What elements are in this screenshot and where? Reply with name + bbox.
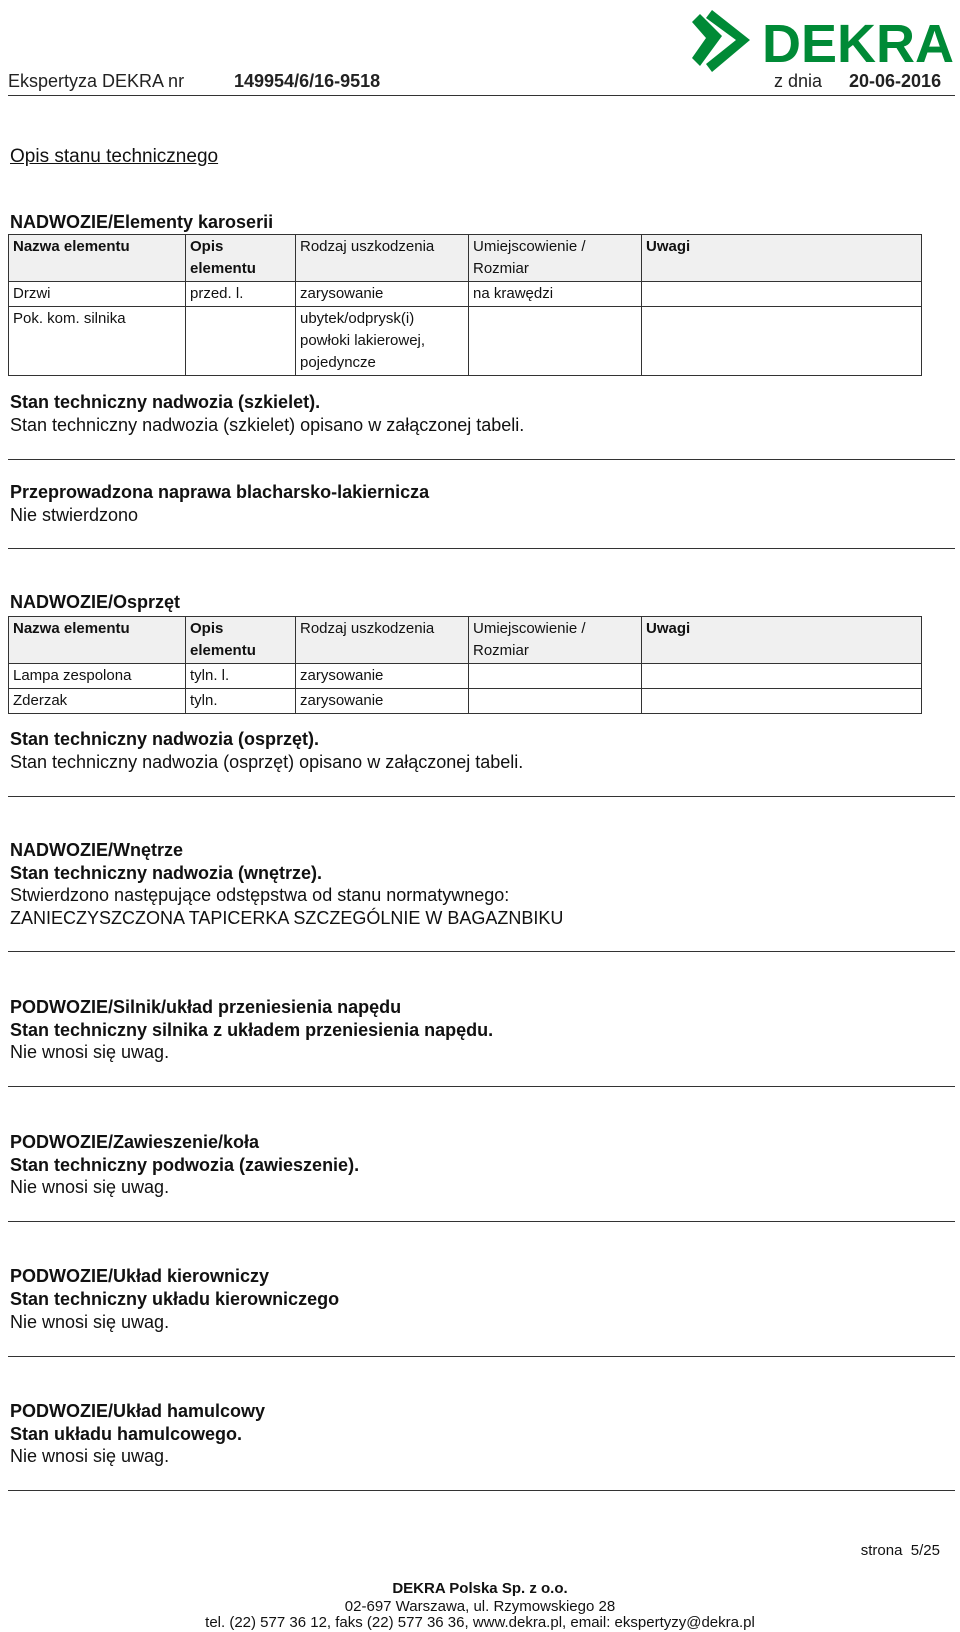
body-section-title: NADWOZIE/Elementy karoserii [10, 212, 274, 232]
brakes-title: PODWOZIE/Układ hamulcowy [10, 1401, 266, 1421]
report-label: Ekspertyza DEKRA nr [8, 71, 185, 91]
footer-contact: tel. (22) 577 36 12, faks (22) 577 36 36, www.dekra.pl, email: ekspertyzy@dekra.pl [205, 1614, 755, 1631]
col-damage-header: Rodzaj uszkodzenia [296, 617, 469, 664]
divider [8, 796, 955, 797]
interior-text: Stwierdzono następujące odstępstwa od stanu normatywnego: [10, 885, 510, 905]
body-status-text: Stan techniczny nadwozia (szkielet) opisano w załączonej tabeli. [10, 415, 525, 435]
col-name-header: Nazwa elementu [9, 617, 186, 664]
page-title: Opis stanu technicznego [10, 146, 219, 167]
col-desc-header: Opis elementu [186, 617, 296, 664]
col-notes-header: Uwagi [642, 617, 922, 664]
body-status-title: Stan techniczny nadwozia (szkielet). [10, 392, 321, 412]
footer-company: DEKRA Polska Sp. z o.o. [392, 1580, 568, 1597]
col-desc-header: Opis elementu [186, 235, 296, 282]
table-row: Pok. kom. silnika ubytek/odprysk(i) powłoki lakierowej, pojedyncze [9, 307, 922, 376]
dekra-logo [692, 6, 954, 83]
repair-title: Przeprowadzona naprawa blacharsko-lakiernicza [10, 482, 430, 502]
steering-title: PODWOZIE/Układ kierowniczy [10, 1266, 270, 1286]
divider [8, 459, 955, 460]
table-row: Drzwi przed. l. zarysowanie na krawędzi [9, 282, 922, 307]
suspension-title: PODWOZIE/Zawieszenie/koła [10, 1132, 260, 1152]
footer-address: 02-697 Warszawa, ul. Rzymowskiego 28 [344, 1598, 616, 1615]
steering-status-title: Stan techniczny układu kierowniczego [10, 1289, 340, 1309]
steering-text: Nie wnosi się uwag. [10, 1312, 170, 1332]
interior-remark: ZANIECZYSZCZONA TAPICERKA SZCZEGÓLNIE W BAGAZNBIKU [10, 908, 564, 928]
col-damage-header: Rodzaj uszkodzenia [296, 235, 469, 282]
brakes-status-title: Stan układu hamulcowego. [10, 1424, 243, 1444]
dekra-logo-icon [692, 6, 954, 78]
divider [8, 1356, 955, 1357]
repair-text: Nie stwierdzono [10, 505, 139, 525]
table-header-row [9, 235, 922, 282]
fittings-status-text: Stan techniczny nadwozia (osprzęt) opisano w załączonej tabeli. [10, 752, 524, 772]
interior-title: NADWOZIE/Wnętrze [10, 840, 183, 860]
divider [8, 1086, 955, 1087]
brakes-text: Nie wnosi się uwag. [10, 1446, 170, 1466]
suspension-status-title: Stan techniczny podwozia (zawieszenie). [10, 1155, 360, 1175]
col-notes-header: Uwagi [642, 235, 922, 282]
report-date: 20-06-2016 [849, 71, 942, 91]
divider [8, 1221, 955, 1222]
divider [8, 951, 955, 952]
fittings-status-title: Stan techniczny nadwozia (osprzęt). [10, 729, 320, 749]
body-damage-table [8, 234, 922, 376]
date-label: z dnia [774, 71, 823, 91]
page-number: strona 5/25 [860, 1542, 940, 1559]
fittings-damage-table [8, 616, 922, 714]
report-number: 149954/6/16-9518 [234, 71, 381, 91]
table-row: Zderzak tyln. zarysowanie [9, 689, 922, 714]
table-header-row [9, 617, 922, 664]
col-location-header: Umiejscowienie / Rozmiar [469, 617, 642, 664]
divider [8, 548, 955, 549]
engine-text: Nie wnosi się uwag. [10, 1042, 170, 1062]
engine-title: PODWOZIE/Silnik/układ przeniesienia napędu [10, 997, 402, 1017]
engine-status-title: Stan techniczny silnika z układem przeniesienia napędu. [10, 1020, 494, 1040]
col-name-header: Nazwa elementu [9, 235, 186, 282]
table-row: Lampa zespolona tyln. l. zarysowanie [9, 664, 922, 689]
suspension-text: Nie wnosi się uwag. [10, 1177, 170, 1197]
divider [8, 1490, 955, 1491]
logo-text: DEKRA [762, 14, 954, 74]
fittings-section-title: NADWOZIE/Osprzęt [10, 592, 181, 612]
interior-status-title: Stan techniczny nadwozia (wnętrze). [10, 863, 323, 883]
col-location-header: Umiejscowienie / Rozmiar [469, 235, 642, 282]
header-rule [8, 95, 955, 96]
